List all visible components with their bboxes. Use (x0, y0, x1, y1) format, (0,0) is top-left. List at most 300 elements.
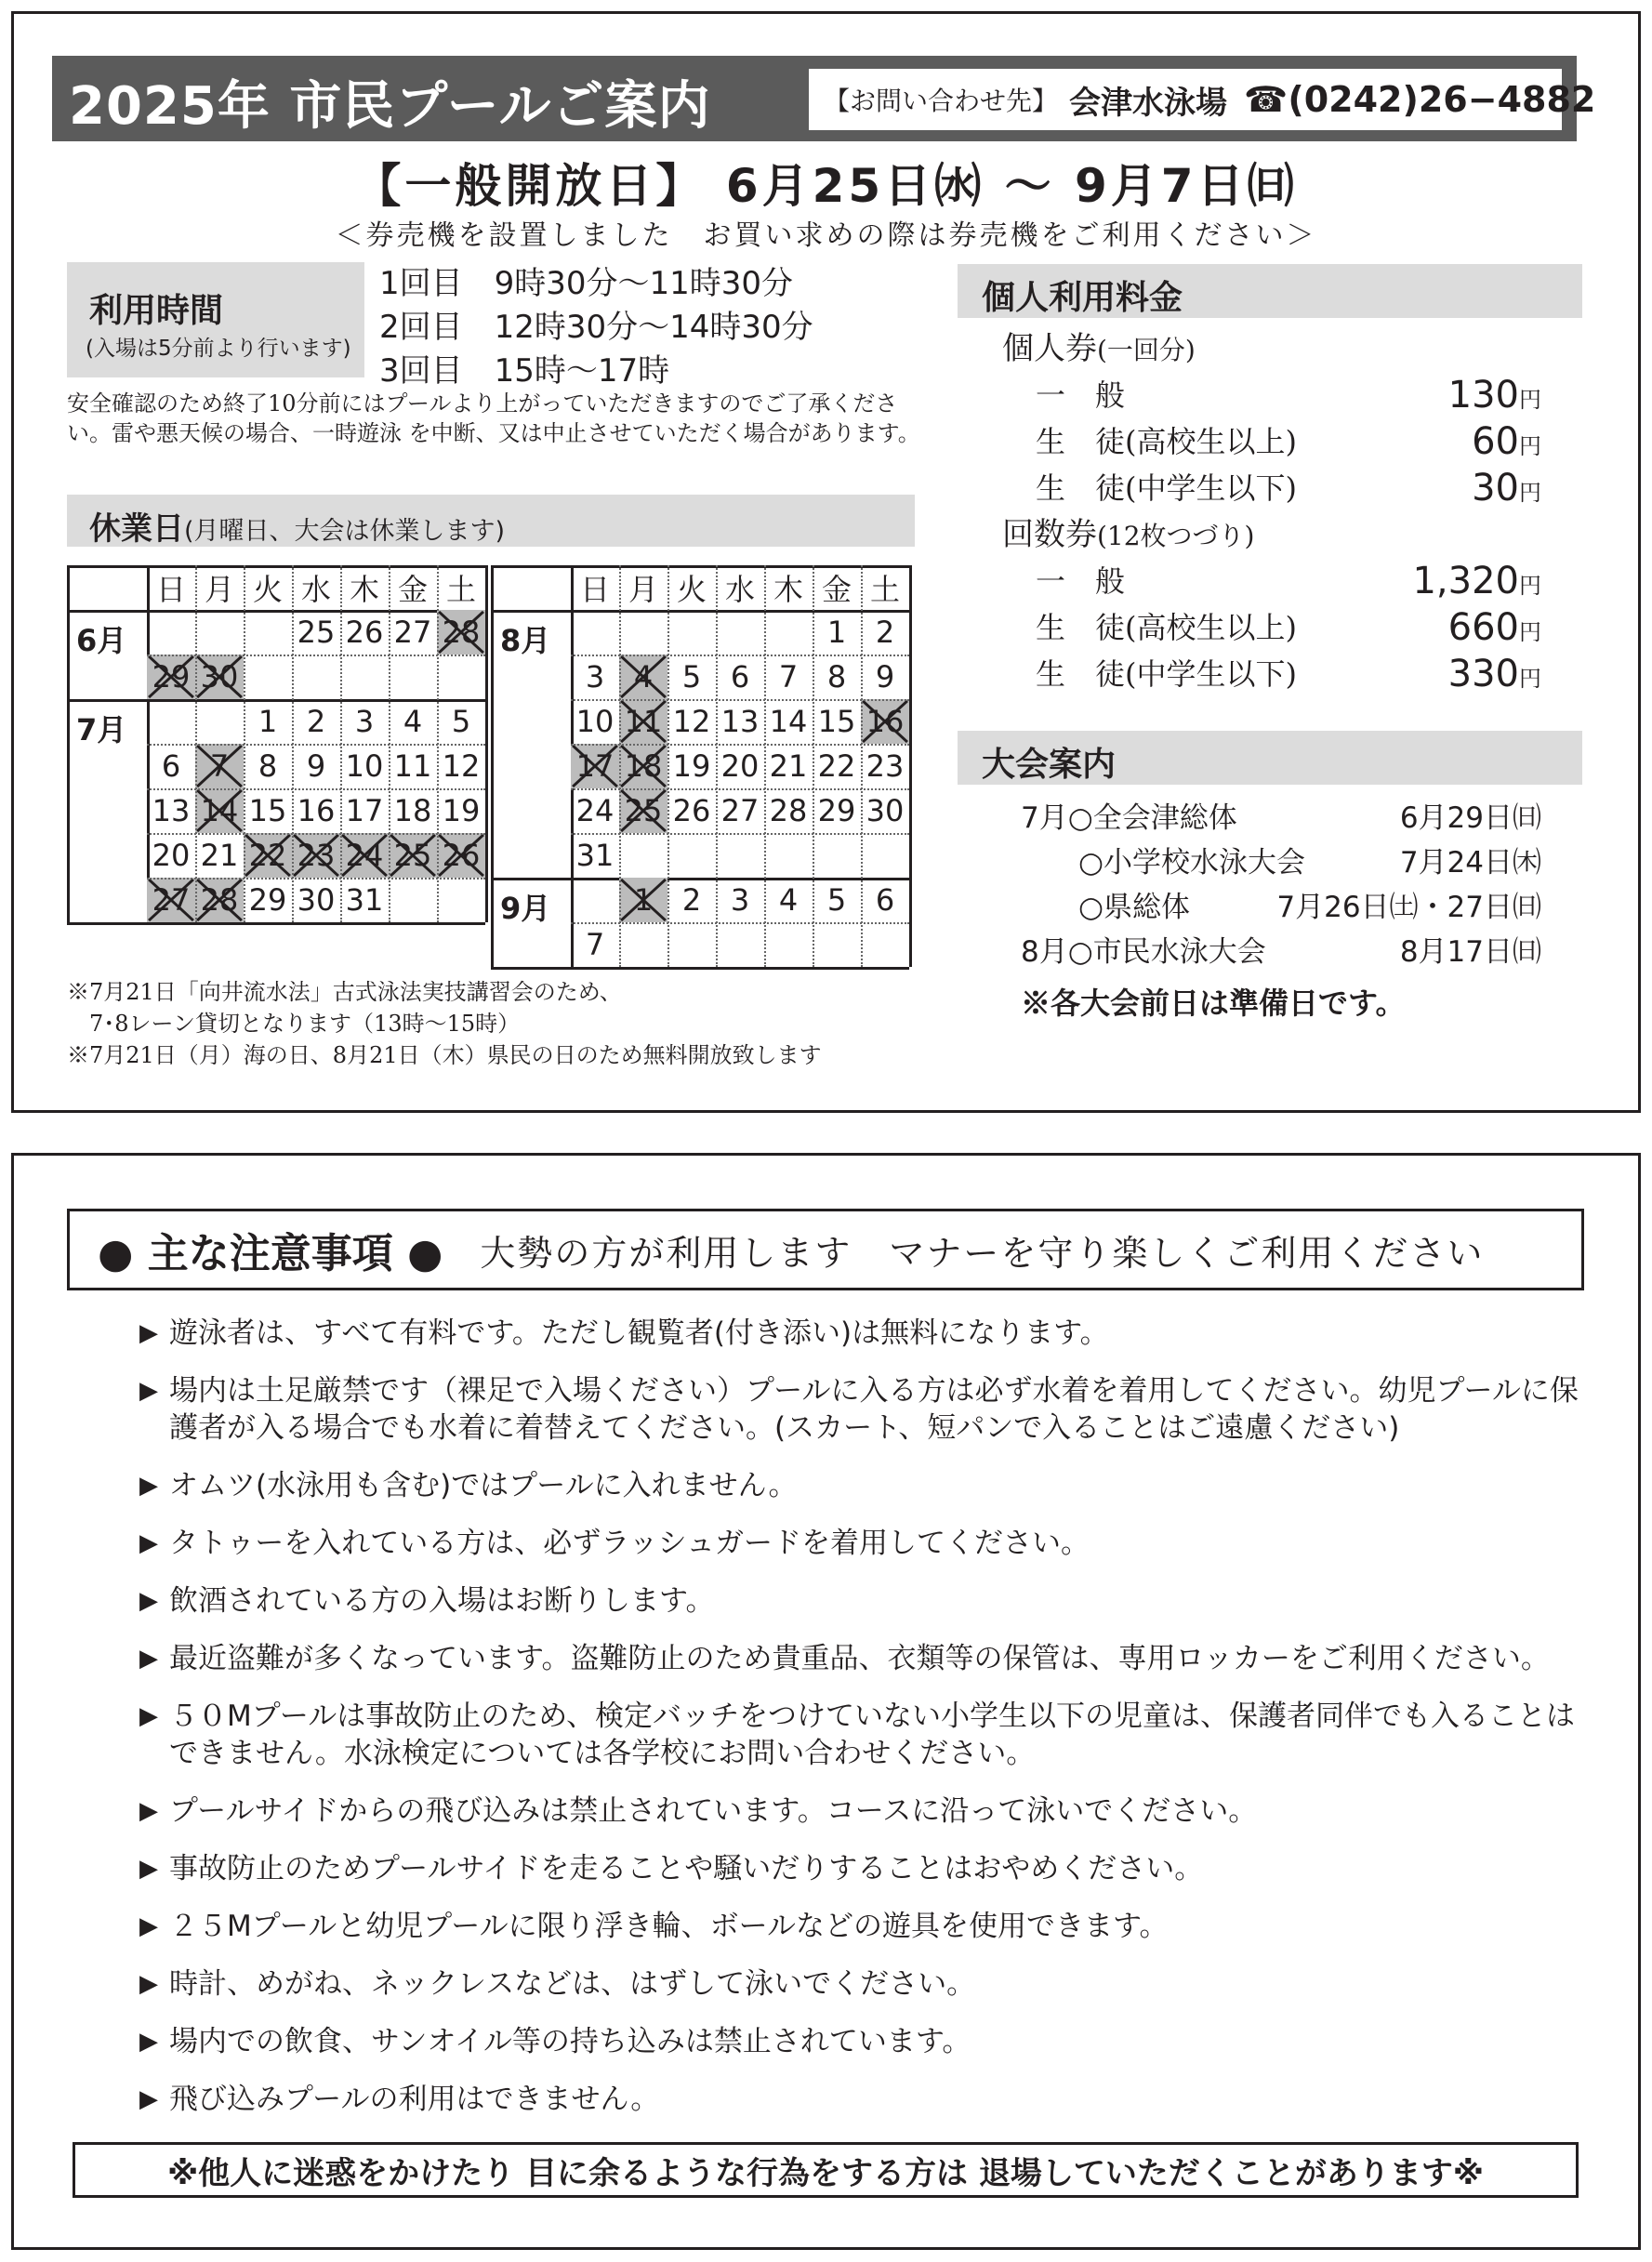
triangle-bullet-icon: ▶ (139, 1377, 158, 1405)
day-number: 29 (152, 659, 191, 694)
day-cell (195, 833, 244, 878)
closed-day-cell (437, 610, 485, 655)
day-cell (813, 610, 861, 655)
day-cell (764, 833, 813, 878)
day-number: 1 (826, 615, 847, 650)
cross-mark-icon (147, 655, 195, 699)
fee-price: 30円 (1472, 467, 1541, 509)
day-number: 30 (200, 659, 239, 694)
notice-subtitle: 大勢の方が利用します マナーを守り楽しくご利用ください (480, 1232, 1485, 1274)
day-cell (667, 610, 716, 655)
day-cell (244, 878, 292, 922)
row-line (571, 922, 909, 924)
col-line (244, 565, 245, 922)
calendar-note: 7･8レーン貸切となります（13時〜15時） (67, 1011, 521, 1037)
day-cell (716, 878, 764, 922)
rule-text: ５０Mプールは事故防止のため、検定バッチをつけていない小学生以下の児童は、保護者同伴でも入ることはできません。水泳検定については各学校にお問い合わせください。 (169, 1700, 1575, 1770)
cal-border (491, 967, 909, 970)
rule-text: 飛び込みプールの利用はできません。 (169, 2083, 660, 2116)
notice-title-box (67, 1209, 1584, 1290)
day-cell (667, 655, 716, 699)
meet-row (1021, 885, 1541, 930)
hours-sub: (入場は5分前より行います) (86, 337, 351, 361)
col-line (292, 565, 294, 922)
col-line (437, 565, 439, 922)
contact-box (809, 69, 1596, 130)
col-line (195, 565, 197, 922)
calendar-notes (67, 976, 822, 1071)
day-number: 16 (297, 793, 336, 828)
day-cell (619, 922, 667, 967)
day-cell (437, 744, 485, 788)
closed-day-cell (340, 833, 389, 878)
day-cell (619, 833, 667, 878)
cross-mark-icon (571, 744, 619, 788)
fee-title: 個人利用料金 (982, 279, 1183, 317)
day-number: 11 (624, 704, 663, 739)
weekday-header: 金 (821, 572, 852, 607)
day-number: 23 (297, 838, 336, 873)
day-number: 7 (585, 927, 605, 962)
fee-row (1002, 558, 1541, 604)
month-label: 8月 (500, 623, 551, 658)
row-line (571, 699, 909, 701)
day-cell (764, 788, 813, 833)
day-cell (244, 610, 292, 655)
triangle-bullet-icon: ▶ (139, 1319, 158, 1347)
rule-item (139, 1315, 1590, 1352)
fee-group-title (1002, 325, 1541, 372)
meet-name: ○県総体 (1021, 891, 1191, 924)
fee-row (1002, 372, 1541, 418)
day-number: 1 (258, 704, 278, 739)
day-cell (861, 788, 909, 833)
day-cell (244, 655, 292, 699)
rule-text: 時計、めがね、ネックレスなどは、はずして泳いでください。 (169, 1967, 976, 2001)
day-number: 22 (817, 748, 856, 784)
meet-name: ○小学校水泳大会 (1021, 846, 1306, 880)
fee-group-name: 個人券 (1002, 330, 1097, 367)
notice-title: ● 主な注意事項 ● (98, 1230, 443, 1277)
cross-mark-icon (195, 744, 244, 788)
day-number: 13 (720, 704, 760, 739)
rule-text: 飲酒されている方の入場はお断りします。 (169, 1584, 715, 1618)
fee-price: 660円 (1447, 606, 1541, 649)
day-cell (389, 655, 437, 699)
day-number: 6 (875, 882, 895, 918)
day-cell (619, 610, 667, 655)
closed-title-text: 休業日 (89, 510, 184, 548)
weekday-header: 土 (445, 572, 476, 607)
day-cell (292, 878, 340, 922)
closed-day-cell (195, 878, 244, 922)
day-number: 1 (633, 882, 654, 918)
row-line (571, 744, 909, 746)
cross-mark-icon (619, 699, 667, 744)
weekday-header: 木 (773, 572, 803, 607)
closed-day-cell (147, 655, 195, 699)
fee-price: 1,320円 (1412, 560, 1541, 602)
calendar-note: ※7月21日（月）海の日、8月21日（木）県民の日のため無料開放致します (67, 1042, 822, 1068)
fee-row (1002, 604, 1541, 651)
day-cell (244, 744, 292, 788)
closed-day-cell (437, 833, 485, 878)
day-cell (861, 744, 909, 788)
day-cell (764, 655, 813, 699)
closed-day-cell (619, 878, 667, 922)
weekday-header: 火 (676, 572, 707, 607)
triangle-bullet-icon: ▶ (139, 1645, 158, 1673)
day-cell (667, 744, 716, 788)
day-number: 9 (875, 659, 895, 694)
rule-item (139, 1965, 1590, 2003)
rule-text: 場内は土足厳禁です（裸足で入場ください）プールに入る方は必ず水着を着用してください。幼児プールに保護者が入る場合でも水着に着替えてください。(スカート、短パンで入ることはご遠慮ください) (169, 1374, 1579, 1445)
triangle-bullet-icon: ▶ (139, 1797, 158, 1825)
cal-border (485, 565, 488, 922)
day-number: 25 (393, 838, 432, 873)
day-number: 28 (442, 615, 481, 650)
day-cell (195, 610, 244, 655)
triangle-bullet-icon: ▶ (139, 1855, 158, 1883)
meet-list (1021, 796, 1541, 974)
fee-label: 一 般 (1036, 563, 1126, 599)
day-number: 5 (826, 882, 847, 918)
day-cell (716, 922, 764, 967)
day-number: 20 (720, 748, 760, 784)
cross-mark-icon (195, 788, 244, 833)
fee-label: 生 徒(高校生以上) (1036, 610, 1297, 645)
day-cell (571, 788, 619, 833)
day-cell (389, 744, 437, 788)
rule-text: 場内での飲食、サンオイル等の持ち込みは禁止されています。 (169, 2025, 971, 2058)
rule-item (139, 1908, 1590, 1945)
day-cell (147, 699, 195, 744)
day-cell (292, 744, 340, 788)
day-cell (437, 655, 485, 699)
day-number: 26 (672, 793, 711, 828)
day-cell (764, 878, 813, 922)
fee-price: 60円 (1472, 420, 1541, 463)
day-number: 21 (200, 838, 239, 873)
day-number: 30 (297, 882, 336, 918)
day-number: 24 (575, 793, 615, 828)
row-line (571, 788, 909, 790)
rule-text: 遊泳者は、すべて有料です。ただし観覧者(付き添い)は無料になります。 (169, 1316, 1109, 1350)
col-line (389, 565, 390, 922)
fee-label: 生 徒(中学生以下) (1036, 470, 1297, 506)
day-cell (861, 878, 909, 922)
closed-day-cell (195, 744, 244, 788)
closed-day-cell (619, 655, 667, 699)
day-cell (716, 610, 764, 655)
meet-date: 6月29日㈰ (1399, 801, 1541, 835)
day-number: 4 (403, 704, 423, 739)
day-number: 19 (442, 793, 481, 828)
day-number: 6 (730, 659, 750, 694)
cross-mark-icon (619, 788, 667, 833)
contact-phone: ☎(0242)26−4882 (1244, 79, 1596, 120)
meet-date: 7月24日㈭ (1399, 846, 1541, 880)
day-number: 9 (306, 748, 326, 784)
day-cell (340, 610, 389, 655)
closed-day-cell (147, 878, 195, 922)
day-number: 28 (769, 793, 808, 828)
fee-row (1002, 465, 1541, 511)
day-number: 26 (442, 838, 481, 873)
day-number: 27 (720, 793, 760, 828)
day-number: 10 (345, 748, 384, 784)
closed-day-cell (244, 833, 292, 878)
day-cell (861, 833, 909, 878)
day-cell (292, 699, 340, 744)
day-cell (764, 699, 813, 744)
rule-list (139, 1315, 1590, 2138)
cross-mark-icon (244, 833, 292, 878)
day-number: 17 (345, 793, 384, 828)
day-number: 18 (624, 748, 663, 784)
closed-day-cell (861, 699, 909, 744)
row-line (147, 788, 485, 790)
meet-row (1021, 930, 1541, 974)
cal-border (491, 565, 494, 967)
rule-item (139, 1467, 1590, 1504)
rule-text: 最近盗難が多くなっています。盗難防止のため貴重品、衣類等の保管は、専用ロッカーをご利用ください。 (169, 1642, 1550, 1675)
cross-mark-icon (619, 655, 667, 699)
session-2: 2回目 12時30分〜14時30分 (379, 309, 813, 346)
fee-group-note: (一回分) (1097, 335, 1196, 365)
day-cell (764, 922, 813, 967)
day-cell (667, 922, 716, 967)
day-number: 2 (875, 615, 895, 650)
fee-row (1002, 651, 1541, 697)
day-cell (813, 655, 861, 699)
cross-mark-icon (195, 655, 244, 699)
meet-note: ※各大会前日は準備日です。 (1021, 985, 1406, 1021)
day-number: 28 (200, 882, 239, 918)
closed-day-cell (389, 833, 437, 878)
day-number: 12 (672, 704, 711, 739)
day-cell (437, 788, 485, 833)
day-cell (292, 610, 340, 655)
closed-day-cell (619, 699, 667, 744)
row-line (571, 833, 909, 835)
day-cell (813, 878, 861, 922)
day-cell (764, 610, 813, 655)
weekday-header: 土 (869, 572, 900, 607)
fee-price: 330円 (1447, 653, 1541, 695)
calendar-june-july (67, 565, 485, 922)
cross-mark-icon (292, 833, 340, 878)
cal-border (67, 565, 485, 568)
day-number: 11 (393, 748, 432, 784)
triangle-bullet-icon: ▶ (139, 2028, 158, 2056)
triangle-bullet-icon: ▶ (139, 1529, 158, 1557)
rule-item (139, 1792, 1590, 1830)
day-cell (716, 833, 764, 878)
day-cell (667, 878, 716, 922)
fee-label: 生 徒(中学生以下) (1036, 656, 1297, 692)
meet-name: 7月○全会津総体 (1021, 801, 1237, 835)
day-number: 15 (248, 793, 287, 828)
day-number: 3 (730, 882, 750, 918)
cal-border (909, 565, 912, 967)
day-cell (667, 699, 716, 744)
closed-day-cell (195, 788, 244, 833)
weekday-header: 水 (300, 572, 331, 607)
fee-group-note: (12枚つづり) (1097, 521, 1255, 551)
row-line (147, 878, 485, 880)
day-number: 4 (778, 882, 799, 918)
weekday-header: 火 (252, 572, 283, 607)
day-cell (861, 610, 909, 655)
day-cell (571, 833, 619, 878)
rule-text: 事故防止のためプールサイドを走ることや騒いだりすることはおやめください。 (169, 1852, 1204, 1885)
day-number: 8 (258, 748, 278, 784)
day-number: 3 (585, 659, 605, 694)
cross-mark-icon (389, 833, 437, 878)
day-cell (244, 788, 292, 833)
triangle-bullet-icon: ▶ (139, 1970, 158, 1998)
fee-list (1002, 325, 1541, 697)
day-cell (292, 655, 340, 699)
closed-title (89, 503, 505, 549)
triangle-bullet-icon: ▶ (139, 1912, 158, 1940)
day-cell (340, 788, 389, 833)
meet-title: 大会案内 (982, 746, 1117, 784)
day-number: 5 (451, 704, 471, 739)
safety-note: 安全確認のため終了10分前にはプールより上がっていただきますのでご了承ください。雷や悪天候の場合、一時遊泳 を中断、又は中止させていただく場合があります。 (67, 390, 920, 446)
weekday-header: 日 (155, 572, 186, 607)
day-cell (147, 610, 195, 655)
day-number: 15 (817, 704, 856, 739)
day-cell (861, 922, 909, 967)
cross-mark-icon (619, 878, 667, 922)
calendar-aug-sep (491, 565, 909, 967)
day-cell (716, 788, 764, 833)
row-line (147, 655, 485, 656)
rule-item (139, 2081, 1590, 2118)
closed-sub: (月曜日、大会は休業します) (184, 517, 506, 546)
day-cell (389, 699, 437, 744)
day-number: 22 (248, 838, 287, 873)
fee-group-name: 回数券 (1002, 516, 1097, 553)
meet-name: 8月○市民水泳大会 (1021, 935, 1266, 969)
day-cell (571, 699, 619, 744)
closed-day-cell (292, 833, 340, 878)
weekday-header: 日 (579, 572, 610, 607)
day-cell (389, 610, 437, 655)
day-cell (147, 788, 195, 833)
day-cell (340, 699, 389, 744)
open-days: 【一般開放日】 6月25日㈬ 〜 9月7日㈰ (354, 159, 1298, 213)
col-line (764, 565, 766, 967)
day-cell (571, 655, 619, 699)
day-cell (571, 610, 619, 655)
day-number: 2 (306, 704, 326, 739)
row-line (147, 744, 485, 746)
session-3: 3回目 15時〜17時 (379, 352, 670, 390)
meet-row (1021, 796, 1541, 840)
meet-date: 7月26日㈯・27日㈰ (1276, 891, 1541, 924)
day-cell (195, 699, 244, 744)
day-cell (764, 744, 813, 788)
weekday-header: 月 (628, 572, 658, 607)
day-number: 5 (681, 659, 702, 694)
day-number: 3 (354, 704, 375, 739)
weekday-header: 水 (724, 572, 755, 607)
day-cell (389, 788, 437, 833)
day-number: 26 (345, 615, 384, 650)
closed-day-cell (619, 744, 667, 788)
day-cell (292, 788, 340, 833)
day-cell (861, 655, 909, 699)
hours-list (379, 262, 813, 393)
month-label: 7月 (76, 712, 127, 747)
day-number: 29 (817, 793, 856, 828)
day-number: 20 (152, 838, 191, 873)
cross-mark-icon (195, 878, 244, 922)
triangle-bullet-icon: ▶ (139, 1472, 158, 1500)
row-line (571, 655, 909, 656)
day-cell (437, 878, 485, 922)
weekday-header: 金 (397, 572, 428, 607)
col-line (340, 565, 342, 922)
cross-mark-icon (437, 610, 485, 655)
meet-date: 8月17日㈰ (1399, 935, 1541, 969)
day-number: 25 (297, 615, 336, 650)
day-cell (813, 744, 861, 788)
calendar-note: ※7月21日「向井流水法」古式泳法実技講習会のため、 (67, 979, 622, 1005)
day-number: 19 (672, 748, 711, 784)
day-cell (340, 878, 389, 922)
col-line (813, 565, 814, 967)
ticket-note: ＜券売機を設置しました お買い求めの際は券売機をご利用ください＞ (335, 219, 1317, 252)
day-cell (340, 744, 389, 788)
day-cell (716, 699, 764, 744)
triangle-bullet-icon: ▶ (139, 2085, 158, 2113)
closed-day-cell (571, 744, 619, 788)
day-cell (147, 833, 195, 878)
day-cell (437, 699, 485, 744)
day-number: 7 (778, 659, 799, 694)
rule-text: プールサイドからの飛び込みは禁止されています。コースに沿って泳いでください。 (169, 1794, 1258, 1828)
day-cell (716, 744, 764, 788)
cal-border (67, 922, 485, 925)
day-number: 24 (345, 838, 384, 873)
day-cell (244, 699, 292, 744)
cal-border (491, 565, 909, 568)
day-number: 10 (575, 704, 615, 739)
day-number: 31 (345, 882, 384, 918)
fee-price: 130円 (1447, 374, 1541, 417)
day-number: 18 (393, 793, 432, 828)
rule-item (139, 1582, 1590, 1620)
month-label: 6月 (76, 623, 127, 658)
hours-title: 利用時間 (89, 292, 224, 330)
day-number: 17 (575, 748, 615, 784)
day-cell (389, 878, 437, 922)
col-line (619, 565, 621, 967)
day-cell (571, 878, 619, 922)
rule-text: ２５Mプールと幼児プールに限り浮き輪、ボールなどの遊具を使用できます。 (169, 1910, 1169, 1943)
day-cell (147, 744, 195, 788)
day-cell (813, 788, 861, 833)
cross-mark-icon (619, 744, 667, 788)
day-number: 27 (152, 882, 191, 918)
rule-item (139, 1640, 1590, 1677)
day-cell (667, 788, 716, 833)
footer-note: ※他人に迷惑をかけたり 目に余るような行為をする方は 退場していただくことがあります※ (73, 2142, 1579, 2198)
